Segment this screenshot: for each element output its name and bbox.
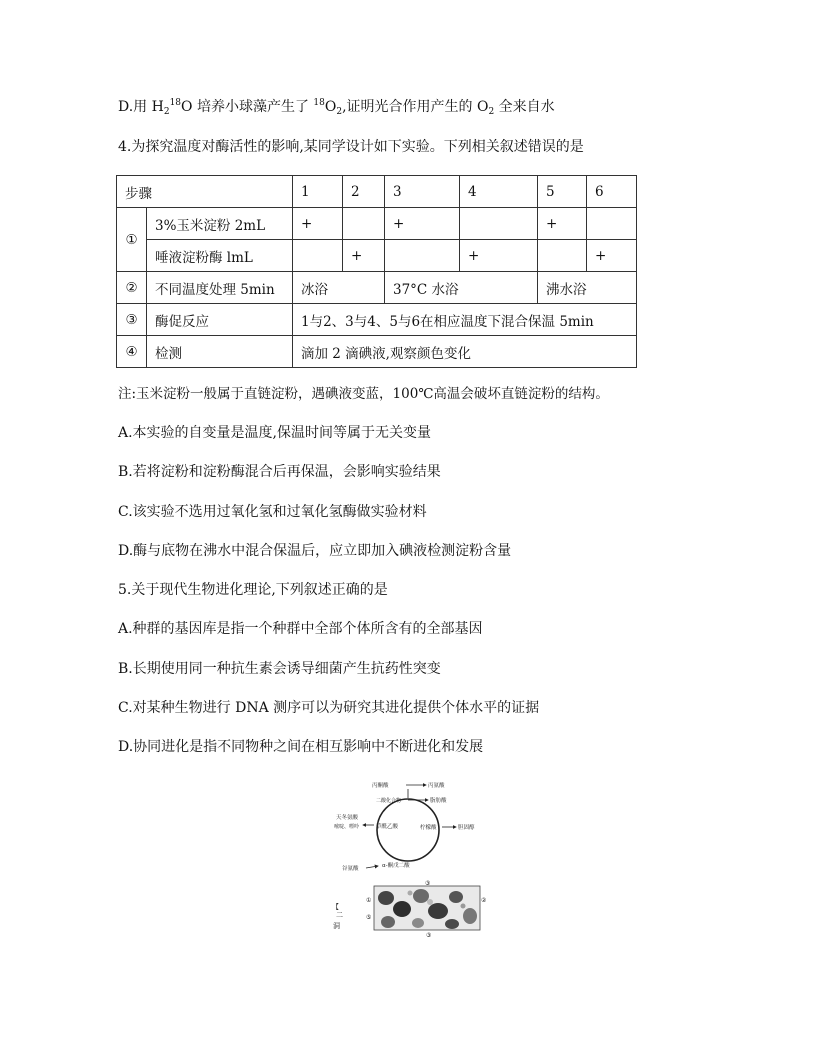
header-2: 2 — [343, 176, 385, 208]
label-cholesterol: 胆固醇 — [458, 825, 475, 831]
table-cell-reaction-desc: 1与2、3与4、5与6在相应温度下混合保温 5min — [293, 304, 637, 336]
side-label-bracket: 【 — [332, 903, 339, 911]
q5-option-d: D.协同进化是指不同物种之间在相互影响中不断进化和发展 — [118, 739, 484, 755]
header-6: 6 — [587, 176, 637, 208]
micrograph-image — [374, 886, 480, 930]
metabolic-cycle-svg — [330, 778, 490, 938]
marker-3-bottom: ③ — [426, 932, 432, 938]
marker-2: ② — [481, 897, 487, 904]
row-label: 酶促反应 — [147, 304, 293, 336]
text-segment: 全来自水 — [494, 99, 555, 115]
step-number-4: ④ — [117, 336, 147, 368]
q5-option-c: C.对某种生物进行 DNA 测序可以为研究其进化提供个体水平的证据 — [118, 700, 540, 716]
table-cell — [460, 208, 538, 240]
table-row-reaction — [117, 304, 637, 336]
label-pyrimidine-purine: 嘧啶、嘌呤 — [334, 824, 360, 830]
header-3: 3 — [385, 176, 460, 208]
label-glutamate: 谷氨酸 — [342, 866, 359, 872]
question-5-stem: 5.关于现代生物进化理论,下列叙述正确的是 — [118, 582, 388, 598]
marker-5: ⑤ — [366, 914, 372, 921]
table-cell-37c-bath: 37°C 水浴 — [385, 272, 538, 304]
label-fatty-acid: 脂肪酸 — [430, 798, 447, 804]
table-cell-boiling-bath: 沸水浴 — [538, 272, 637, 304]
q5-option-a: A.种群的基因库是指一个种群中全部个体所含有的全部基因 — [118, 621, 483, 637]
table-note: 注:玉米淀粉一般属于直链淀粉，遇碘液变蓝，100℃高温会破坏直链淀粉的结构。 — [118, 386, 609, 402]
table-cell: + — [343, 240, 385, 272]
table-cell: + — [385, 208, 460, 240]
label-aspartate: 天冬氨酸 — [336, 815, 359, 821]
subscript: 2 — [163, 107, 170, 117]
row-label: 不同温度处理 5min — [147, 272, 293, 304]
step-number-3: ③ — [117, 304, 147, 336]
experiment-table — [116, 175, 637, 368]
subscript: 2 — [336, 107, 343, 117]
label-carbon-compound: 二酸化合物 — [376, 798, 402, 804]
label-oxaloacetate: 草酰乙酸 — [376, 824, 399, 830]
row-label: 唾液淀粉酶 lmL — [147, 240, 293, 272]
table-cell — [293, 240, 343, 272]
superscript: 18 — [169, 98, 182, 108]
label-pyruvate: 丙酮酸 — [372, 783, 389, 789]
row-label: 3%玉米淀粉 2mL — [147, 208, 293, 240]
row-label: 检测 — [147, 336, 293, 368]
table-header-row — [117, 176, 637, 208]
table-cell-detection-desc: 滴加 2 滴碘液,观察颜色变化 — [293, 336, 637, 368]
table-cell: + — [460, 240, 538, 272]
table-cell — [343, 208, 385, 240]
step-number-1: ① — [117, 208, 147, 272]
text-segment: D.用 H — [118, 99, 164, 115]
label-citrate: 柠檬酸 — [420, 825, 437, 831]
table-cell: + — [538, 208, 587, 240]
header-1: 1 — [293, 176, 343, 208]
option-d-previous — [118, 97, 555, 117]
superscript: 18 — [313, 98, 325, 108]
subscript: 2 — [488, 107, 495, 117]
marker-3-top: ③ — [425, 880, 431, 887]
table-row-detection — [117, 336, 637, 368]
side-label-two: 二 — [336, 911, 343, 919]
label-alanine: 丙氨酸 — [428, 783, 445, 789]
table-row-temperature — [117, 272, 637, 304]
q5-option-b: B.长期使用同一种抗生素会诱导细菌产生抗药性突变 — [118, 661, 441, 677]
header-5: 5 — [538, 176, 587, 208]
step-number-2: ② — [117, 272, 147, 304]
table-cell: + — [293, 208, 343, 240]
side-label-hole: 洞 — [333, 922, 340, 930]
table-cell — [538, 240, 587, 272]
table-row-enzyme — [117, 240, 637, 272]
text-segment: O — [324, 99, 337, 115]
table-cell-ice-bath: 冰浴 — [293, 272, 385, 304]
question-4-stem: 4.为探究温度对酶活性的影响,某同学设计如下实验。下列相关叙述错误的是 — [118, 139, 584, 155]
cycle-diagram-figure — [330, 778, 490, 938]
text-segment: O 培养小球藻产生了 — [181, 99, 314, 115]
table-cell: + — [587, 240, 637, 272]
text-segment: ,证明光合作用产生的 O — [342, 99, 489, 115]
q4-option-a: A.本实验的自变量是温度,保温时间等属于无关变量 — [118, 425, 432, 441]
q4-option-d: D.酶与底物在沸水中混合保温后，应立即加入碘液检测淀粉含量 — [118, 543, 512, 559]
header-4: 4 — [460, 176, 538, 208]
q4-option-c: C.该实验不选用过氧化氢和过氧化氢酶做实验材料 — [118, 504, 427, 520]
table-cell — [385, 240, 460, 272]
header-steps: 步骤 — [117, 176, 293, 208]
marker-1: ① — [366, 897, 372, 904]
label-alpha-ketoglutarate: α-酮戊二酸 — [382, 863, 410, 869]
q4-option-b: B.若将淀粉和淀粉酶混合后再保温，会影响实验结果 — [118, 464, 441, 480]
table-cell — [587, 208, 637, 240]
table-row-starch — [117, 208, 637, 240]
